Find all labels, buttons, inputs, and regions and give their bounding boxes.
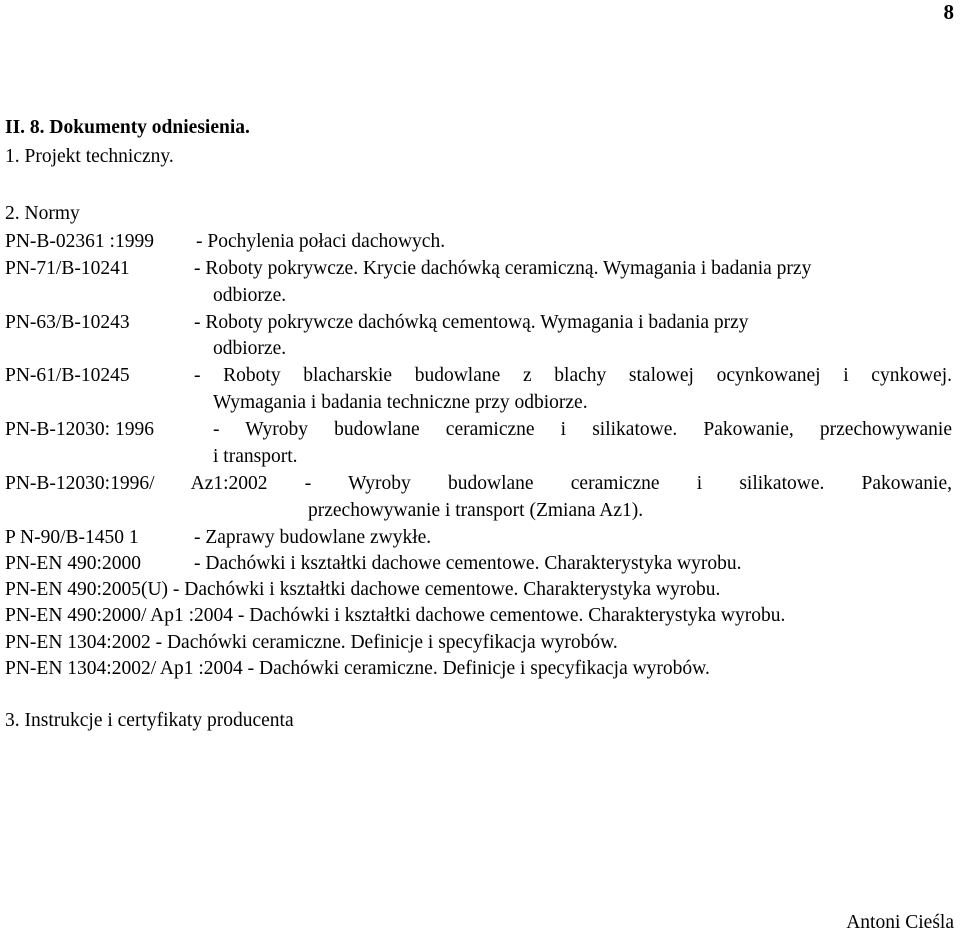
section-heading: II. 8. Dokumenty odniesienia. (5, 117, 250, 138)
norm-code: P N-90/B-1450 1 (5, 527, 139, 548)
norm-description: - Roboty pokrywcze dachówką cementową. Wymagania i badania przy (194, 312, 749, 333)
subsection-instructions: 3. Instrukcje i certyfikaty producenta (5, 710, 294, 731)
norm-code: PN-63/B-10243 (5, 312, 130, 333)
norm-code: PN-71/B-10241 (5, 258, 130, 279)
norm-description: - Dachówki i kształtki dachowe cementowe. Charakterystyka wyrobu. (194, 553, 742, 574)
norm-line: PN-EN 490:2005(U) - Dachówki i kształtki dachowe cementowe. Charakterystyka wyrobu. (5, 579, 721, 600)
subsection-project: 1. Projekt techniczny. (5, 146, 174, 167)
norm-code: PN-B-02361 :1999 (5, 231, 154, 252)
page-number: 8 (943, 0, 954, 24)
norm-description-cont: odbiorze. (213, 338, 287, 359)
signature: Antoni Cieśla (846, 912, 954, 933)
norm-description-cont: Wymagania i badania techniczne przy odbiorze. (213, 392, 588, 413)
norm-line: PN-B-12030:1996/ Az1:2002 - Wyroby budowlane ceramiczne i silikatowe. Pakowanie, (5, 473, 952, 494)
norm-description: - Pochylenia połaci dachowych. (196, 231, 446, 252)
norm-line: PN-EN 1304:2002 - Dachówki ceramiczne. Definicje i specyfikacja wyrobów. (5, 632, 618, 653)
norm-description: - Zaprawy budowlane zwykłe. (194, 527, 432, 548)
norm-code: PN-EN 490:2000 (5, 553, 141, 574)
norm-code: PN-61/B-10245 (5, 365, 130, 386)
norm-line: PN-EN 490:2000/ Ap1 :2004 - Dachówki i kształtki dachowe cementowe. Charakterystyka wyrobu. (5, 605, 786, 626)
subsection-norms: 2. Normy (5, 203, 80, 224)
norm-code: PN-B-12030: 1996 (5, 419, 154, 440)
norm-description: - Roboty blacharskie budowlane z blachy stalowej ocynkowanej i cynkowej. (194, 365, 952, 386)
norm-description-cont: przechowywanie i transport (Zmiana Az1). (308, 500, 644, 521)
norm-line: PN-EN 1304:2002/ Ap1 :2004 - Dachówki ceramiczne. Definicje i specyfikacja wyrobów. (5, 658, 710, 679)
norm-description-cont: i transport. (213, 446, 298, 467)
norm-description-cont: odbiorze. (213, 285, 287, 306)
norm-description: - Wyroby budowlane ceramiczne i silikatowe. Pakowanie, przechowywanie (213, 419, 952, 440)
norm-description: - Roboty pokrywcze. Krycie dachówką ceramiczną. Wymagania i badania przy (194, 258, 812, 279)
